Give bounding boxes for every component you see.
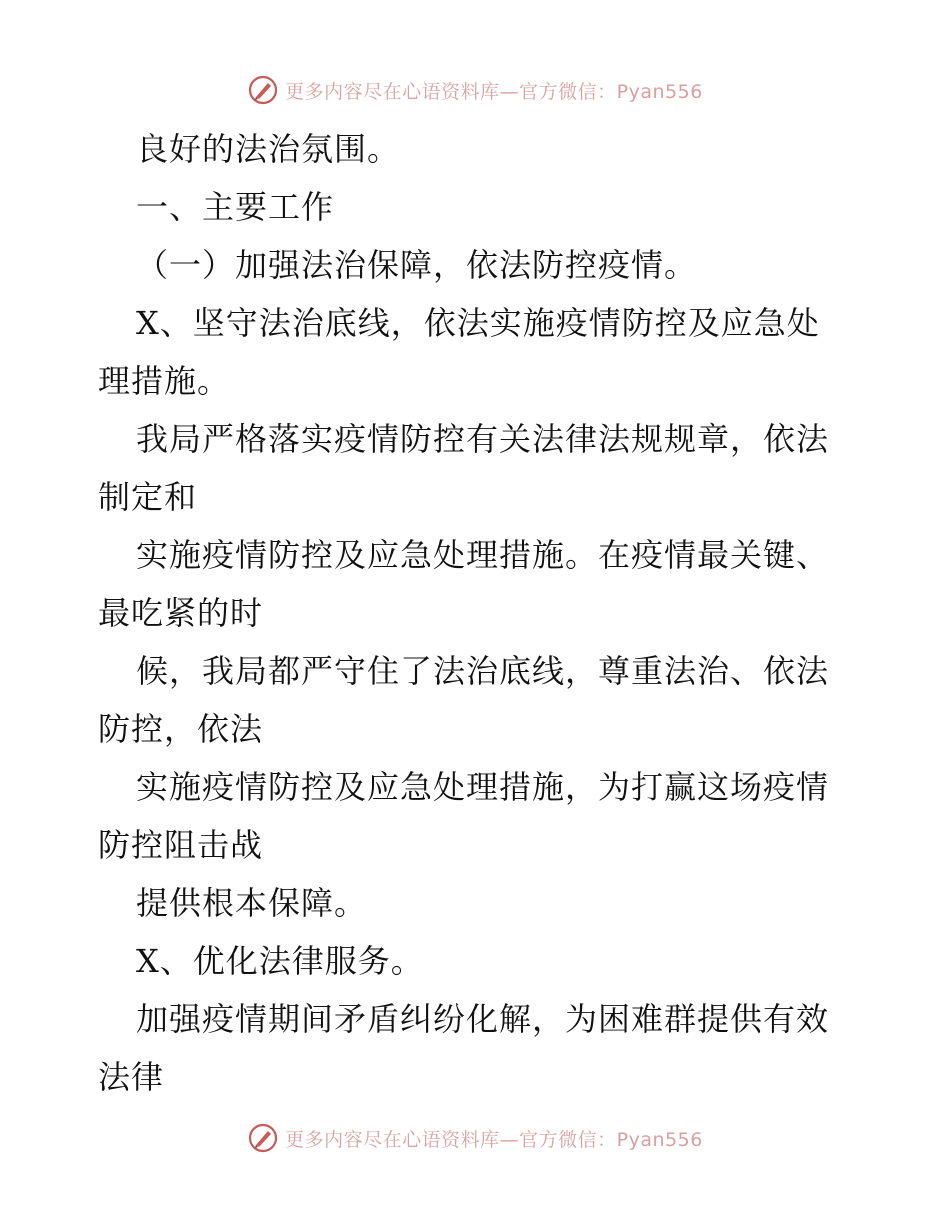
text-line: 法律: [98, 1058, 165, 1096]
watermark-text: 更多内容尽在心语资料库—官方微信：Pyan556: [285, 1128, 703, 1151]
watermark-header: [0, 70, 950, 110]
text-line: X、坚守法治底线，依法实施疫情防控及应急处: [136, 304, 820, 342]
text-line: 实施疫情防控及应急处理措施，为打赢这场疫情: [136, 768, 830, 806]
document-body: [98, 120, 858, 1106]
pen-logo-icon: [247, 74, 279, 106]
text-line: 加强疫情期间矛盾纠纷化解，为困难群提供有效: [136, 1000, 830, 1038]
text-line: 提供根本保障。: [136, 884, 368, 922]
section-heading: 一、主要工作: [136, 188, 335, 226]
watermark-footer: [0, 1118, 950, 1158]
text-line: 理措施。: [98, 362, 231, 400]
watermark-text: 更多内容尽在心语资料库—官方微信：Pyan556: [285, 80, 703, 103]
text-line: 防控，依法: [98, 710, 264, 748]
text-line: 最吃紧的时: [98, 594, 264, 632]
text-line: 实施疫情防控及应急处理措施。在疫情最关键、: [136, 536, 830, 574]
text-line: 制定和: [98, 478, 198, 516]
text-line: 候，我局都严守住了法治底线，尊重法治、依法: [136, 652, 830, 690]
text-line: 防控阻击战: [98, 826, 264, 864]
subsection-heading: （一）加强法治保障，依法防控疫情。: [136, 246, 698, 284]
text-line: 我局严格落实疫情防控有关法律法规规章，依法: [136, 420, 830, 458]
text-line: 良好的法治氛围。: [136, 130, 401, 168]
text-line: X、优化法律服务。: [136, 942, 424, 980]
pen-logo-icon: [247, 1122, 279, 1154]
